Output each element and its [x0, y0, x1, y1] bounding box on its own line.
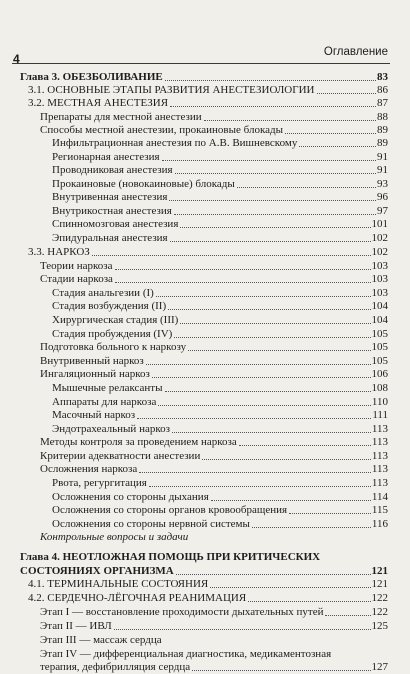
- dot-leader: [165, 390, 371, 392]
- toc-entry-page: 121: [371, 578, 388, 590]
- toc-entry-title: Мышечные релаксанты: [52, 382, 163, 394]
- toc-entry: [0, 381, 410, 395]
- dot-leader: [137, 417, 371, 419]
- toc-entry: [0, 449, 410, 463]
- toc-entry-page: 108: [371, 382, 388, 394]
- dot-leader: [248, 600, 370, 602]
- toc-entry-page: 111: [372, 409, 388, 421]
- toc-entry: [0, 96, 410, 110]
- dot-leader: [115, 281, 371, 283]
- toc-entry: [0, 83, 410, 97]
- dot-leader: [180, 226, 370, 228]
- toc-entry-page: 113: [371, 436, 388, 448]
- dot-leader: [252, 526, 371, 528]
- toc-entry-title: Способы местной анестезии, прокаиновые блокады: [40, 124, 283, 136]
- toc-entry: [0, 286, 410, 300]
- toc-entry-title: Проводниковая анестезия: [52, 164, 173, 176]
- toc-entry-page: 122: [371, 592, 388, 604]
- dot-leader: [165, 79, 376, 81]
- toc-entry-title: Регионарная анестезия: [52, 151, 160, 163]
- toc-entry: [0, 408, 410, 422]
- toc-entry: [0, 354, 410, 368]
- toc-entry-page: 91: [377, 151, 388, 163]
- toc-entry-title: Осложнения со стороны нервной системы: [52, 518, 250, 530]
- toc-entry-title: Инфильтрационная анестезия по А.В. Вишневскому: [52, 137, 298, 149]
- toc-entry-page: 89: [377, 137, 388, 149]
- toc-entry-page: 103: [371, 260, 388, 272]
- toc-entry: [0, 217, 410, 231]
- toc-entry-title: Этап III — массаж сердца: [40, 634, 162, 646]
- dot-leader: [192, 669, 370, 671]
- toc-entry-title: Подготовка больного к наркозу: [40, 341, 187, 353]
- toc-entry-title: Осложнения со стороны органов кровообращения: [52, 504, 288, 516]
- toc-entry-page: 127: [371, 661, 388, 673]
- toc-entry: [0, 259, 410, 273]
- toc-entry-page: 93: [377, 178, 388, 190]
- dot-leader: [289, 512, 371, 514]
- dot-leader: [156, 295, 371, 297]
- toc-entry-page: 88: [377, 111, 388, 123]
- toc-entry-page: 83: [377, 71, 388, 83]
- toc-entry-title: Ингаляционный наркоз: [40, 368, 150, 380]
- toc-entry-page: 101: [371, 218, 388, 230]
- toc-entry: [0, 245, 410, 259]
- toc-entry: [0, 136, 410, 150]
- toc-entry: [0, 272, 410, 286]
- toc-entry-page: 110: [371, 396, 388, 408]
- toc-entry-page: 102: [371, 232, 388, 244]
- toc-entry-title: 4.1. ТЕРМИНАЛЬНЫЕ СОСТОЯНИЯ: [28, 578, 209, 590]
- toc-entry-page: 97: [377, 205, 388, 217]
- dot-leader: [180, 322, 370, 324]
- dot-leader: [139, 471, 371, 473]
- toc-entry-page: 96: [377, 191, 388, 203]
- toc-entry: [0, 163, 410, 177]
- toc-entry-page: 115: [371, 504, 388, 516]
- dot-leader: [174, 336, 370, 338]
- toc-entry: [0, 204, 410, 218]
- toc-entry-page: 104: [371, 300, 388, 312]
- toc-entry-title: Осложнения со стороны дыхания: [52, 491, 209, 503]
- dot-leader: [114, 628, 371, 630]
- toc-entry: [0, 395, 410, 409]
- toc-entry-title: Внутривенный наркоз: [40, 355, 144, 367]
- toc-entry-title: Контрольные вопросы и задачи: [40, 531, 189, 543]
- dot-leader: [115, 268, 371, 270]
- toc-entry-title: Эпидуральная анестезия: [52, 232, 168, 244]
- dot-leader: [175, 172, 376, 174]
- dot-leader: [92, 254, 371, 256]
- running-header: Оглавление: [323, 46, 388, 58]
- toc-entry-title: 3.1. ОСНОВНЫЕ ЭТАПЫ РАЗВИТИЯ АНЕСТЕЗИОЛОГИИ: [28, 84, 315, 96]
- toc-entry: [0, 462, 410, 476]
- toc-entry: [0, 647, 410, 661]
- toc-entry-page: 87: [377, 97, 388, 109]
- toc-entry: [0, 490, 410, 504]
- toc-entry: [0, 123, 410, 137]
- toc-entry-page: 105: [371, 341, 388, 353]
- dot-leader: [176, 573, 371, 575]
- toc-entry-page: 125: [371, 620, 388, 632]
- dot-leader: [325, 614, 370, 616]
- toc-entry-page: 114: [371, 491, 388, 503]
- dot-leader: [146, 363, 371, 365]
- toc-entry: [0, 577, 410, 591]
- toc-entry-page: 121: [371, 565, 388, 577]
- toc-entry-page: 103: [371, 287, 388, 299]
- toc-entry-title: Стадия анальгезии (I): [52, 287, 154, 299]
- toc-entry: [0, 517, 410, 531]
- toc-entry-page: 105: [371, 355, 388, 367]
- toc-entry-title: терапия, дефибрилляция сердца: [40, 661, 191, 673]
- toc-entry-page: 113: [371, 423, 388, 435]
- toc-entry: [0, 564, 410, 578]
- toc-entry-title: 3.2. МЕСТНАЯ АНЕСТЕЗИЯ: [28, 97, 169, 109]
- dot-leader: [174, 213, 376, 215]
- toc-entry-page: 122: [371, 606, 388, 618]
- toc-entry-title: Эндотрахеальный наркоз: [52, 423, 170, 435]
- dot-leader: [158, 404, 371, 406]
- toc-entry-page: 113: [371, 477, 388, 489]
- toc-entry: [0, 503, 410, 517]
- toc-entry: [0, 70, 410, 84]
- toc-entry-page: 103: [371, 273, 388, 285]
- toc-entry-page: 91: [377, 164, 388, 176]
- toc-entry-page: 104: [371, 314, 388, 326]
- toc-entry: [0, 327, 410, 341]
- dot-leader: [152, 376, 371, 378]
- toc-entry-page: 116: [371, 518, 388, 530]
- toc-entry: [0, 299, 410, 313]
- toc-entry: [0, 110, 410, 124]
- toc-entry: [0, 550, 410, 564]
- toc-entry-title: Глава 3. ОБЕЗБОЛИВАНИЕ: [20, 71, 163, 83]
- toc-entry: [0, 367, 410, 381]
- dot-leader: [317, 92, 377, 94]
- toc-entry-title: Критерии адекватности анестезии: [40, 450, 201, 462]
- toc-entry-title: Этап II — ИВЛ: [40, 620, 112, 632]
- toc-entry: [0, 619, 410, 633]
- toc-entry-title: Осложнения наркоза: [40, 463, 138, 475]
- toc-entry: [0, 530, 410, 544]
- dot-leader: [162, 159, 376, 161]
- toc-entry: [0, 660, 410, 674]
- toc-entry-title: Спинномозговая анестезия: [52, 218, 179, 230]
- toc-entry: [0, 340, 410, 354]
- toc-entry-title: Стадии наркоза: [40, 273, 113, 285]
- dot-leader: [210, 586, 370, 588]
- toc-entry-page: 106: [371, 368, 388, 380]
- toc-entry-title: Хирургическая стадия (III): [52, 314, 179, 326]
- header-rule: [12, 63, 390, 64]
- toc-entry-page: 89: [377, 124, 388, 136]
- dot-leader: [169, 199, 376, 201]
- toc-entry-title: Стадия пробуждения (IV): [52, 328, 173, 340]
- toc-entry-title: Аппараты для наркоза: [52, 396, 157, 408]
- dot-leader: [170, 105, 376, 107]
- toc-entry-title: 3.3. НАРКОЗ: [28, 246, 90, 258]
- toc-entry-title: Методы контроля за проведением наркоза: [40, 436, 237, 448]
- toc-entry-title: Прокаиновые (новокаиновые) блокады: [52, 178, 235, 190]
- toc-entry-page: 105: [371, 328, 388, 340]
- toc-entry: [0, 150, 410, 164]
- toc-entry-title: Теории наркоза: [40, 260, 113, 272]
- dot-leader: [168, 308, 370, 310]
- toc-entry: [0, 190, 410, 204]
- toc-entry-title: Глава 4. НЕОТЛОЖНАЯ ПОМОЩЬ ПРИ КРИТИЧЕСКИХ: [20, 551, 321, 563]
- toc-entry-title: Масочный наркоз: [52, 409, 136, 421]
- toc-entry: [0, 476, 410, 490]
- toc-entry-title: Стадия возбуждения (II): [52, 300, 167, 312]
- toc-entry-title: Внутривенная анестезия: [52, 191, 168, 203]
- dot-leader: [237, 186, 376, 188]
- toc-entry-page: 102: [371, 246, 388, 258]
- toc-entry: [0, 313, 410, 327]
- dot-leader: [299, 145, 376, 147]
- toc-entry-title: Этап IV — дифференциальная диагностика, медикаментозная: [40, 648, 332, 660]
- dot-leader: [188, 349, 370, 351]
- toc-entry-page: 113: [371, 463, 388, 475]
- toc-entry-title: Рвота, регургитация: [52, 477, 147, 489]
- toc-entry: [0, 422, 410, 436]
- dot-leader: [285, 132, 376, 134]
- toc-entry-title: Препараты для местной анестезии: [40, 111, 202, 123]
- toc-entry: [0, 435, 410, 449]
- page-number: 4: [13, 52, 20, 66]
- toc-entry: [0, 591, 410, 605]
- dot-leader: [239, 444, 371, 446]
- toc-entry: [0, 605, 410, 619]
- toc-entry-title: Внутрикостная анестезия: [52, 205, 172, 217]
- toc-entry-title: Этап I — восстановление проходимости дыхательных путей: [40, 606, 324, 618]
- dot-leader: [149, 485, 371, 487]
- toc-entry: [0, 633, 410, 647]
- toc-entry-page: 86: [377, 84, 388, 96]
- dot-leader: [170, 240, 371, 242]
- dot-leader: [172, 431, 371, 433]
- toc-entry: [0, 231, 410, 245]
- toc-entry-page: 113: [371, 450, 388, 462]
- toc-entry-title: СОСТОЯНИЯХ ОРГАНИЗМА: [20, 565, 174, 577]
- dot-leader: [211, 499, 371, 501]
- toc-entry: [0, 177, 410, 191]
- dot-leader: [202, 458, 371, 460]
- toc-entry-title: 4.2. СЕРДЕЧНО-ЛЁГОЧНАЯ РЕАНИМАЦИЯ: [28, 592, 247, 604]
- dot-leader: [204, 119, 376, 121]
